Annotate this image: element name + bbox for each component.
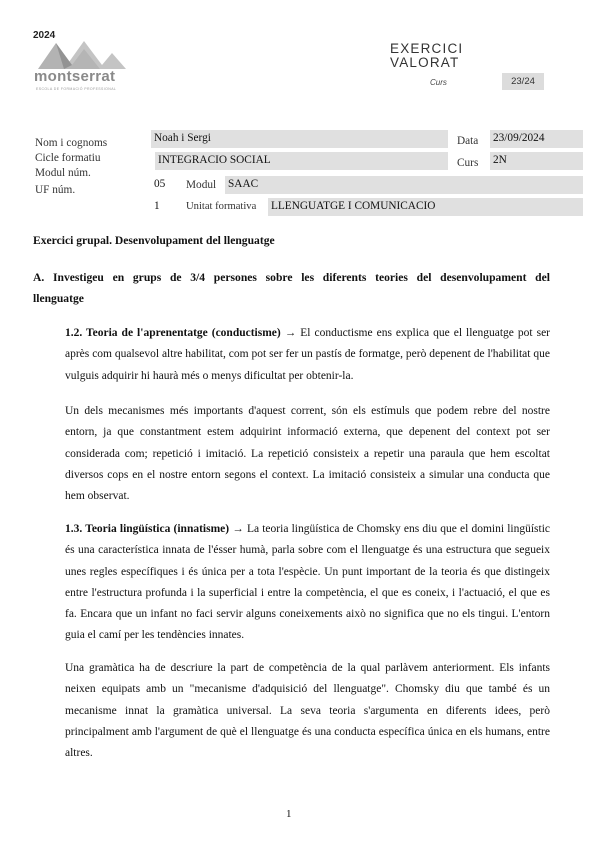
section-a-line2: llenguatge — [33, 292, 84, 306]
modul-label: Modul — [186, 179, 217, 191]
arrow-icon: → — [232, 523, 244, 535]
exercise-type-line1: EXERCICI — [390, 41, 464, 56]
cicle-field[interactable]: INTEGRACIO SOCIAL — [155, 152, 448, 170]
paragraph-conductisme — [65, 323, 550, 387]
conductisme-text: El conductisme ens explica que el llenguatge pot ser après com qualsevol altre habilitat, com pot ser fer un pastís de formatge, però depenent de l'habilitat que vulguis adquirir hi haurà més o menys dificultat per obtenir-la. — [65, 327, 551, 382]
exercise-type-line2: VALORAT — [390, 55, 460, 70]
paragraph-innatisme — [65, 519, 550, 647]
uf-num-field[interactable]: 1 — [151, 198, 181, 216]
exercise-title: Exercici grupal. Desenvolupament del llenguatge — [33, 234, 275, 247]
name-field[interactable]: Noah i Sergi — [151, 130, 448, 148]
logo-year: 2024 — [33, 30, 56, 41]
logo-tagline: ESCOLA DE FORMACIÓ PROFESSIONAL — [36, 87, 117, 91]
arrow-icon: → — [284, 327, 297, 339]
section-a-line1: A. Investigeu en grups de 3/4 persones sobre les diferents teories del desenvolupament del — [33, 271, 550, 284]
curs-field[interactable]: 2N — [490, 152, 583, 170]
innatisme-text: La teoria lingüística de Chomsky ens diu que el domini lingüístic és una característica innata de l'ésser humà, parla sobre com el llenguatge és una estructura que segueix unes regles específiques i és única per a tota l'espècie. Un punt important de la teoria és que distingeix entre l'estructura profunda i la superficial i entre la competència, el que es coneix, i l'actuació, el que es fa. Encara que un infant no faci servir alguns coneixements això no significa que no els tingui. L'entorn guia el camí per les tendències innates. — [65, 523, 551, 642]
curs-label: Curs — [457, 157, 479, 169]
logo-name: montserrat — [34, 68, 116, 85]
modul-num-label: Modul núm. — [35, 167, 91, 179]
header-curs-label: Curs — [430, 78, 447, 87]
paragraph-mecanismes: Un dels mecanismes més importants d'aquest corrent, són els estímuls que podem rebre del nostre entorn, ja que constantment estem adquirint informació externa, que depenent del context pot ser considerada com; repetició i imitació. La repetició consisteix a repetir una paraula que hem escoltat diversos cops en el nostre entorn segons el context. La imitació consisteix a simular una conducta que hem observat. — [65, 405, 550, 503]
modul-field[interactable]: SAAC — [225, 176, 583, 194]
section-a-heading — [33, 267, 550, 310]
header-curs-value: 23/24 — [502, 73, 544, 90]
unitat-label: Unitat formativa — [186, 201, 257, 212]
cicle-label: Cicle formatiu — [35, 152, 101, 164]
uf-num-label: UF núm. — [35, 184, 76, 196]
conductisme-title: 1.2. Teoria de l'aprenentatge (conductisme) — [65, 327, 281, 339]
name-label — [35, 137, 135, 149]
unitat-field[interactable]: LLENGUATGE I COMUNICACIO — [268, 198, 583, 216]
name-label-text: Nom i cognoms — [35, 137, 108, 149]
page-number: 1 — [286, 808, 292, 820]
exercise-type-title — [390, 42, 463, 70]
modul-num-field[interactable]: 05 — [151, 176, 181, 194]
paragraph-gramatica: Una gramàtica ha de descriure la part de competència de la qual parlàvem anteriorment. Els infants neixen equipats amb un "mecanisme d'adquisició del llenguatge". Chomsky diu que també és un mecanisme innat la gramàtica universal. La seva teoria s'argumenta en diferents idees, però principalment amb l'argument de què el llenguatge és una conducta específica única en els humans, entre altres. — [65, 662, 550, 760]
date-label: Data — [457, 135, 479, 147]
innatisme-title: 1.3. Teoria lingüística (innatisme) — [65, 523, 230, 535]
date-field[interactable]: 23/09/2024 — [490, 130, 583, 148]
